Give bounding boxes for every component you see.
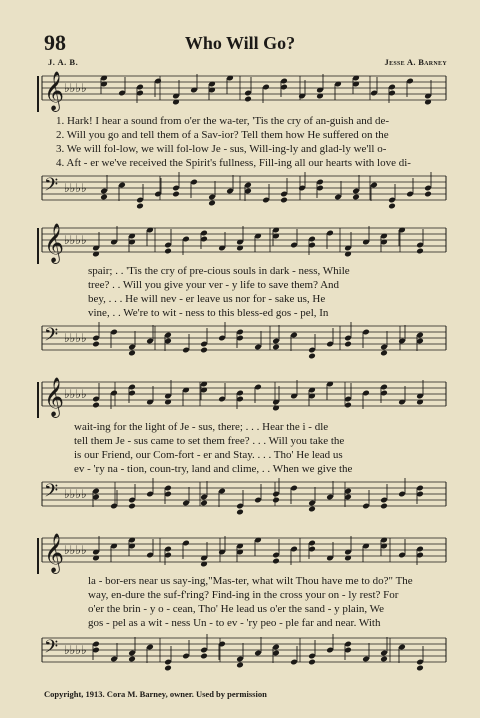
lyric-line: way, en-dure the suf-f'ring? Find-ing in the cross your on - ly rest? For bbox=[88, 589, 399, 601]
bass-staff-3 bbox=[0, 474, 480, 518]
bass-clef-icon: 𝄢 bbox=[44, 175, 59, 200]
bass-staff-1 bbox=[0, 168, 480, 212]
lyric-line: 4. Aft - er we've received the Spirit's fullness, Fill-ing all our hearts with love di- bbox=[56, 157, 411, 169]
lyric-line: 1. Hark! I hear a sound from o'er the wa-ter, 'Tis the cry of an-guish and de- bbox=[56, 115, 390, 127]
key-signature-flats-icon: ♭♭♭♭ bbox=[64, 487, 87, 501]
treble-clef-icon: 𝄞 bbox=[44, 71, 65, 111]
treble-staff-2 bbox=[0, 220, 480, 264]
lyric-line: o'er the brin - y o - cean, Tho' He lead us o'er the sand - y plain, We bbox=[88, 603, 385, 615]
lyric-line: spair; . . 'Tis the cry of pre-cious souls in dark - ness, While bbox=[88, 265, 350, 277]
words-credit: J. A. B. bbox=[48, 57, 79, 67]
key-signature-flats-icon: ♭♭♭♭ bbox=[64, 233, 87, 247]
lyric-line: vine, . . We're to wit - ness to this bless-ed gos - pel, In bbox=[88, 307, 329, 319]
key-signature-flats-icon: ♭♭♭♭ bbox=[64, 81, 87, 95]
lyric-line: ev - 'ry na - tion, coun-try, land and clime, . . When we give the bbox=[74, 463, 353, 475]
key-signature-flats-icon: ♭♭♭♭ bbox=[64, 181, 87, 195]
lyric-line: 2. Will you go and tell them of a Sav-ior? Tell them how He suffered on the bbox=[56, 129, 389, 141]
bass-clef-icon: 𝄢 bbox=[44, 637, 59, 662]
lyric-line: is our Friend, our Com-fort - er and Stay. . . . Tho' He lead us bbox=[74, 449, 343, 461]
key-signature-flats-icon: ♭♭♭♭ bbox=[64, 387, 87, 401]
hymn-title: Who Will Go? bbox=[184, 33, 296, 53]
lyric-line: bey, . . . He will nev - er leave us nor for - sake us, He bbox=[88, 293, 326, 305]
key-signature-flats-icon: ♭♭♭♭ bbox=[64, 643, 87, 657]
lyric-line: 3. We will fol-low, we will fol-low Je - sus, Will-ing-ly and glad-ly we'll o- bbox=[56, 143, 387, 155]
treble-staff-4 bbox=[0, 530, 480, 574]
lyric-line: gos - pel as a wit - ness Un - to ev - 'ry peo - ple far and near. With bbox=[88, 617, 381, 629]
lyric-line: la - bor-ers near us say-ing,"Mas-ter, what wilt Thou have me to do?" The bbox=[88, 575, 413, 587]
treble-staff-1 bbox=[0, 68, 480, 112]
bass-staff-4 bbox=[0, 630, 480, 674]
lyric-line: wait-ing for the light of Je - sus, there; . . . Hear the i - dle bbox=[74, 421, 329, 433]
hymn-number: 98 bbox=[44, 30, 66, 55]
treble-staff-3 bbox=[0, 374, 480, 418]
treble-clef-icon: 𝄞 bbox=[44, 223, 65, 263]
bass-clef-icon: 𝄢 bbox=[44, 325, 59, 350]
lyric-line: tree? . . Will you give your ver - y life to save them? And bbox=[88, 279, 340, 291]
key-signature-flats-icon: ♭♭♭♭ bbox=[64, 331, 87, 345]
copyright-notice: Copyright, 1913. Cora M. Barney, owner. Used by permission bbox=[44, 689, 267, 699]
lyric-line: tell them Je - sus came to set them free? . . . Will you take the bbox=[74, 435, 345, 447]
music-credit: Jesse A. Barney bbox=[384, 57, 447, 67]
bass-clef-icon: 𝄢 bbox=[44, 481, 59, 506]
key-signature-flats-icon: ♭♭♭♭ bbox=[64, 543, 87, 557]
treble-clef-icon: 𝄞 bbox=[44, 377, 65, 417]
bass-staff-2 bbox=[0, 318, 480, 362]
treble-clef-icon: 𝄞 bbox=[44, 533, 65, 573]
